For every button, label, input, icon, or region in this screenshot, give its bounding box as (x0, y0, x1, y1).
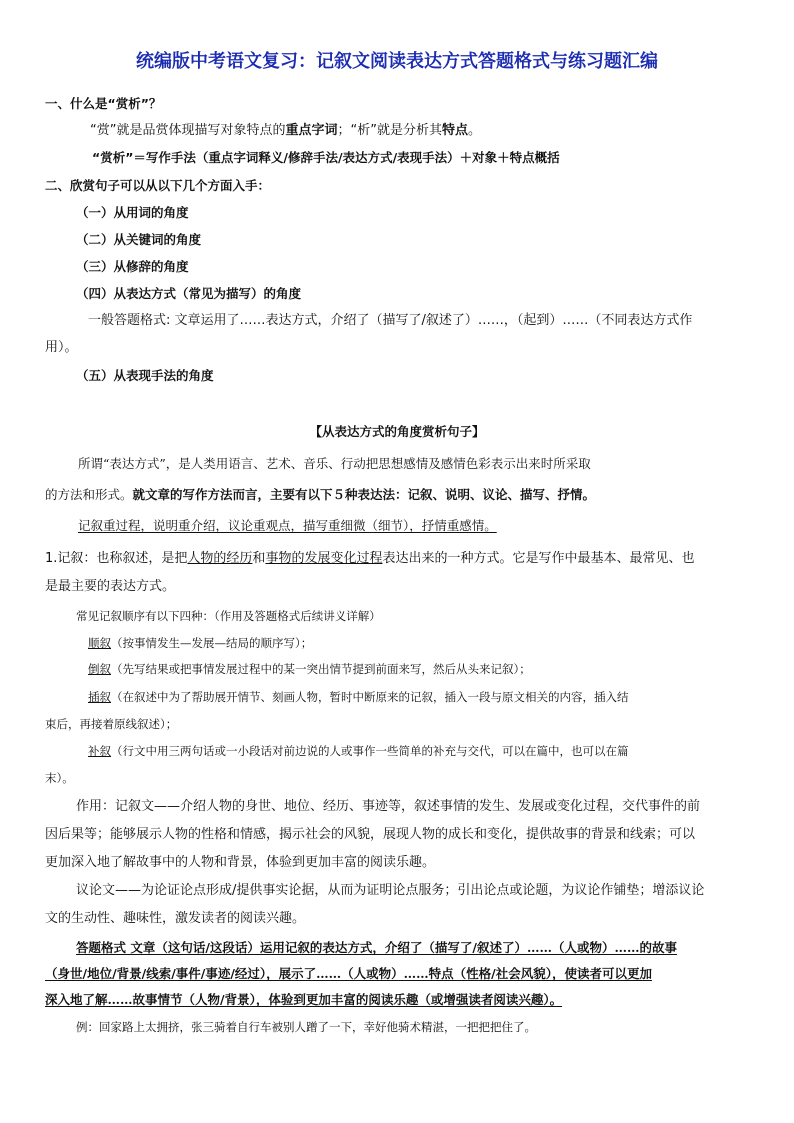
narration-line2: 是最主要的表达方式。 (45, 579, 176, 594)
text-run: 表达出来的一种方式。它是写作中最基本、最常见、也 (382, 551, 695, 566)
text-run: 的方法和形式。 (45, 487, 133, 502)
section-2-heading: 二、欣赏句子可以从以下几个方面入手： (45, 178, 271, 193)
text-run: 和 (252, 551, 266, 566)
intro-line3: 记叙重过程，说明重介绍，议论重观点，描写重细微（细节），抒情重感情。 (78, 518, 497, 533)
order-desc: （在叙述中为了帮助展开情节、刻画人物，暂时中断原来的记叙，插入一段与原文相关的内容，插入结 (111, 690, 629, 704)
sec2-item-4: （四）从表达方式（常见为描写）的角度 (76, 286, 302, 301)
text-run-bold: 就文章的写作方法而言，主要有以下５种表达法：记叙、说明、议论、描写、抒情。 (132, 487, 596, 502)
answer-format-line3: 深入地了解……故事情节（人物/背景），体验到更加丰富的阅读乐趣（或增强读者阅读兴趣）。 (45, 992, 563, 1007)
answer-format-line1: 答题格式 文章（这句话/这段话）运用记叙的表达方式，介绍了（描写了/叙述了）……（人或物）……的故事 (76, 940, 677, 955)
text-run: ；“析”就是分析其 (337, 123, 442, 138)
order-name: 倒叙 (88, 662, 111, 676)
intro-line2 (45, 487, 595, 503)
sec2-item-1: （一）从用词的角度 (76, 205, 189, 220)
function-line3: 更加深入地了解故事中的人物和背景，体验到更加丰富的阅读乐趣。 (45, 855, 436, 870)
order-name: 补叙 (88, 744, 111, 758)
sec2-item-2: （二）从关键词的角度 (76, 232, 202, 247)
text-run: 。 (468, 123, 482, 138)
sec2-format-line1: 一般答题格式: 文章运用了……表达方式，介绍了（描写了/叙述了）……，（起到）……（不同表达方式作 (88, 313, 693, 328)
sec1-definition (90, 123, 481, 140)
intro-line1: 所谓“表达方式”，是人类用语言、艺术、音乐、行动把思想感情及感情色彩表示出来时所采取 (78, 456, 591, 471)
text-run-underlined: 事物的发展变化过程 (265, 551, 383, 566)
order-desc: （行文中用三两句话或一小段话对前边说的人或事作一些简单的补充与交代，可以在篇中，也可以在篇 (111, 744, 629, 758)
order-name: 插叙 (88, 690, 111, 704)
text-run-bold: 重点字词 (285, 123, 338, 138)
sec2-format-line2: 用）。 (45, 340, 78, 355)
function-line2: 因后果等；能够展示人物的性格和情感，揭示社会的风貌，展现人物的成长和变化，提供故事的背景和线索；可以 (45, 827, 696, 842)
function-line4: 议论文——为论证论点形成/提供事实论据，从而为证明论点服务；引出论点或论题，为议论作铺垫；增添议论 (76, 883, 705, 898)
sec2-item-3: （三）从修辞的角度 (76, 259, 189, 274)
order-3 (88, 690, 629, 705)
order-3-cont: 束后，再接着原线叙述）； (45, 717, 178, 731)
example-sentence: 例：回家路上太拥挤，张三骑着自行车被别人蹭了一下，幸好他骑术精湛，一把把把住了。 (76, 1020, 536, 1034)
page-title: 统编版中考语文复习：记叙文阅读表达方式答题格式与练习题汇编 (136, 51, 658, 72)
order-desc: （按事情发生—发展—结局的顺序写）； (111, 636, 313, 650)
order-1 (88, 636, 312, 651)
order-4-cont: 末）。 (45, 771, 74, 785)
order-4 (88, 744, 629, 759)
function-line1: 作用：记叙文——介绍人物的身世、地位、经历、事迹等，叙述事情的发生、发展或变化过程，交代事件的前 (76, 799, 701, 814)
sec1-formula: “赏析”＝写作手法（重点字词释义/修辞手法/表达方式/表现手法）＋对象＋特点概括 (92, 150, 560, 165)
answer-format-line2: （身世/地位/背景/线索/事件/事迹/经过），展示了……（人或物）……特点（性格/社会风貌），使读者可以更加 (45, 966, 652, 981)
text-run: “赏”就是品赏体现描写对象特点的 (90, 123, 286, 138)
section-title: 【从表达方式的角度赏析句子】 (309, 424, 485, 439)
narration-line1 (45, 551, 694, 568)
text-run-underlined: 人物的经历 (187, 551, 253, 566)
text-run: 1.记叙：也称叙述，是把 (45, 551, 188, 566)
order-2 (88, 662, 531, 677)
function-line5: 文的生动性、趣味性，激发读者的阅读兴趣。 (45, 911, 306, 926)
sec2-item-5: （五）从表现手法的角度 (76, 368, 214, 383)
order-name: 顺叙 (88, 636, 111, 650)
section-1-heading: 一、什么是“赏析”？ (45, 96, 162, 111)
text-run-bold: 特点 (441, 123, 468, 138)
order-desc: （先写结果或把事情发展过程中的某一突出情节提到前面来写，然后从头来记叙）； (111, 662, 531, 676)
orders-intro: 常见记叙顺序有以下四种：（作用及答题格式后续讲义详解） (76, 609, 381, 623)
